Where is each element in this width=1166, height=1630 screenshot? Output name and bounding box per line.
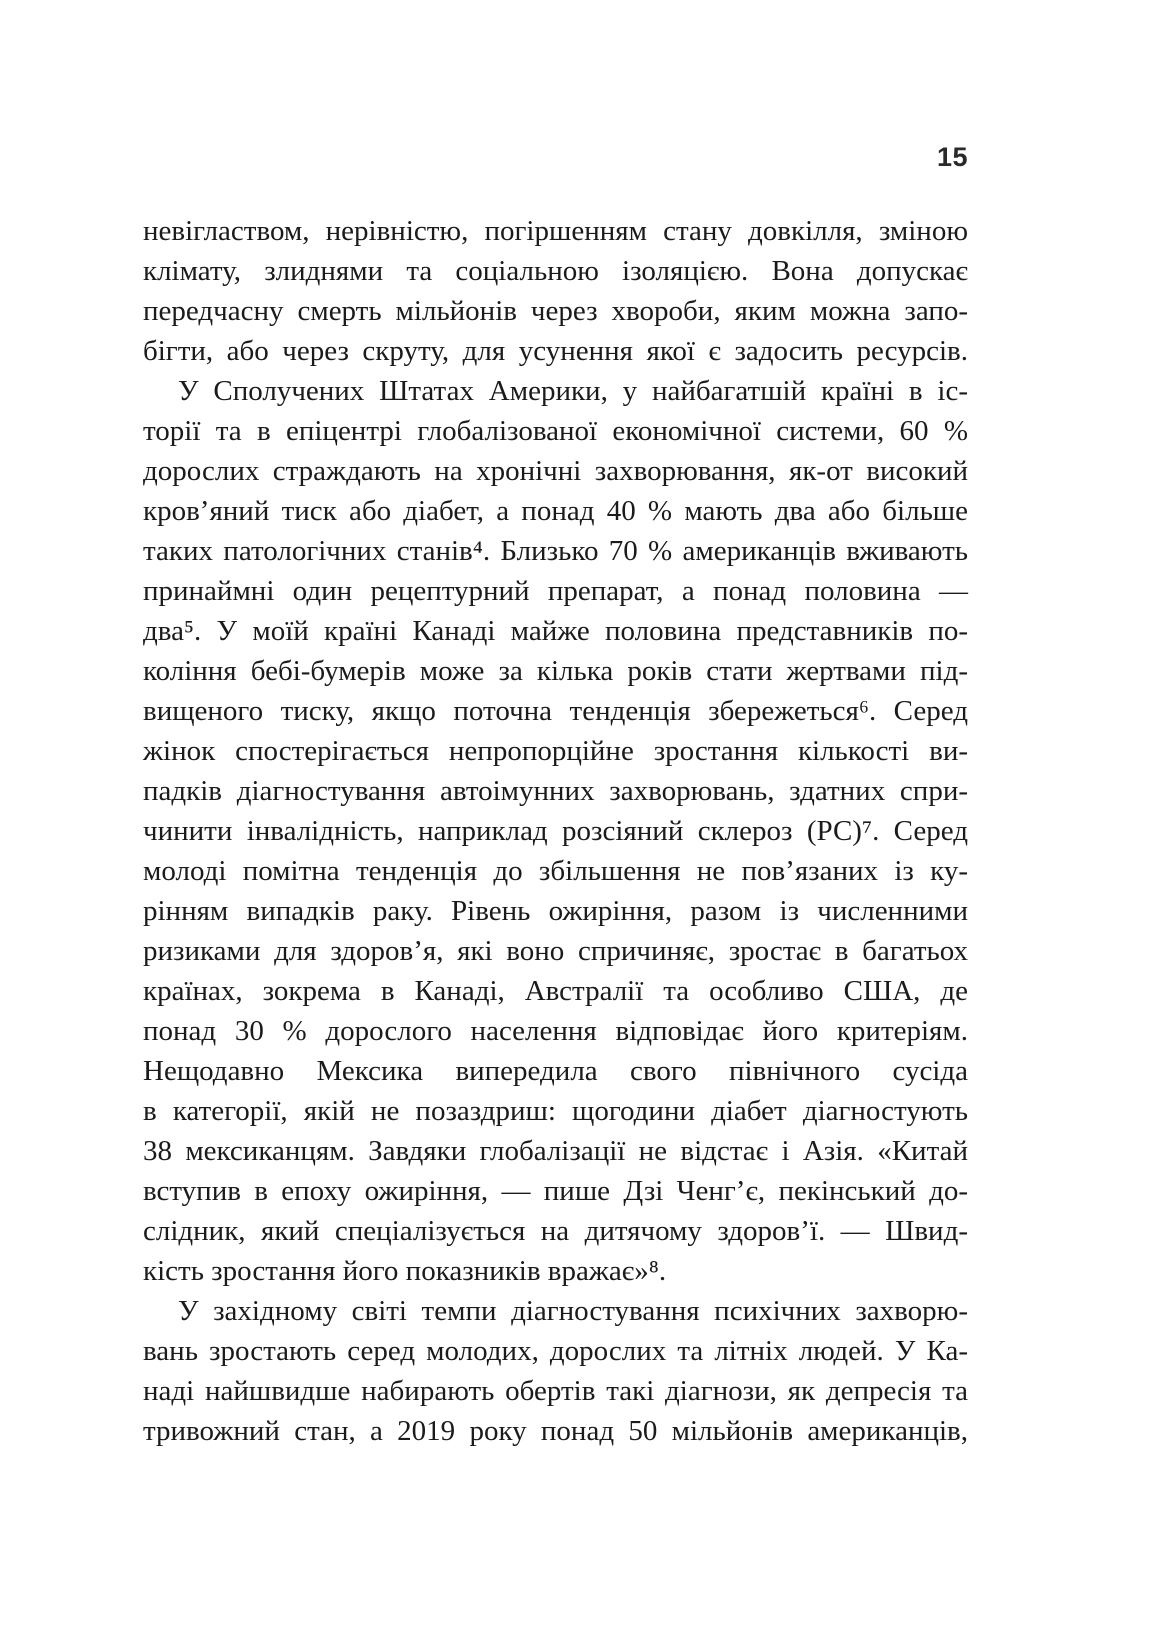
text-line: країнах, зокрема в Канаді, Австралії та особливо США, де — [143, 975, 968, 1007]
text-line: Нещодавно Мексика випередила свого північного сусіда — [143, 1055, 968, 1087]
text-line: рінням випадків раку. Рівень ожиріння, разом із численними — [143, 895, 968, 927]
text-line: передчасну смерть мільйонів через хвороби, яким можна запо- — [143, 295, 968, 327]
text-line: таких патологічних станів⁴. Близько 70 % американців вживають — [143, 535, 968, 567]
text-line: невіглаством, нерівністю, погіршенням стану довкілля, зміною — [143, 215, 968, 247]
text-line: вань зростають серед молодих, дорослих та літніх людей. У Ка- — [143, 1335, 968, 1367]
paragraph — [143, 1291, 968, 1451]
text-line: понад 30 % дорослого населення відповідає його критеріям. — [143, 1015, 968, 1047]
text-line: ризиками для здоров’я, які воно спричиняє, зростає в багатьох — [143, 935, 968, 967]
text-line: жінок спостерігається непропорційне зростання кількості ви- — [143, 735, 968, 767]
text-line: коління бебі-бумерів може за кілька років стати жертвами під- — [143, 655, 968, 687]
text-line: У Сполучених Штатах Америки, у найбагатшій країні в іс- — [178, 375, 968, 407]
text-line: принаймні один рецептурний препарат, а понад половина — — [143, 575, 968, 607]
text-line: падків діагностування автоімунних захворювань, здатних спри- — [143, 775, 968, 807]
text-line: тривожний стан, а 2019 року понад 50 мільйонів американців, — [143, 1415, 968, 1447]
text-line: вступив в епоху ожиріння, — пише Дзі Ченг’є, пекінський до- — [143, 1175, 968, 1207]
text-line: клімату, злиднями та соціальною ізоляцією. Вона допускає — [143, 255, 968, 287]
paragraph — [143, 371, 968, 1291]
text-line: в категорії, якій не позаздриш: щогодини діабет діагностують — [143, 1095, 968, 1127]
text-line: У західному світі темпи діагностування психічних захворю- — [178, 1295, 968, 1327]
text-line: два⁵. У моїй країні Канаді майже половина представників по- — [143, 615, 968, 647]
text-block — [143, 211, 968, 1451]
text-line: слідник, який спеціалізується на дитячому здоров’ї. — Швид- — [143, 1215, 968, 1247]
text-line: бігти, або через скруту, для усунення якої є задосить ресурсів. — [143, 335, 968, 367]
text-line: молоді помітна тенденція до збільшення не пов’язаних із ку- — [143, 855, 968, 887]
text-line: вищеного тиску, якщо поточна тенденція збережеться⁶. Серед — [143, 695, 968, 727]
text-line: чинити інвалідність, наприклад розсіяний склероз (РС)⁷. Серед — [143, 815, 968, 847]
text-line: дорослих страждають на хронічні захворювання, як-от високий — [143, 455, 968, 487]
page-number: 15 — [936, 142, 968, 172]
paragraph — [143, 211, 968, 371]
text-line: торії та в епіцентрі глобалізованої економічної системи, 60 % — [143, 415, 968, 447]
text-line: 38 мексиканцям. Завдяки глобалізації не відстає і Азія. «Китай — [143, 1135, 968, 1167]
text-line: кість зростання його показників вражає»⁸. — [143, 1255, 667, 1287]
text-line: наді найшвидше набирають обертів такі діагнози, як депресія та — [143, 1375, 968, 1407]
text-line: кров’яний тиск або діабет, а понад 40 % мають два або більше — [143, 495, 968, 527]
